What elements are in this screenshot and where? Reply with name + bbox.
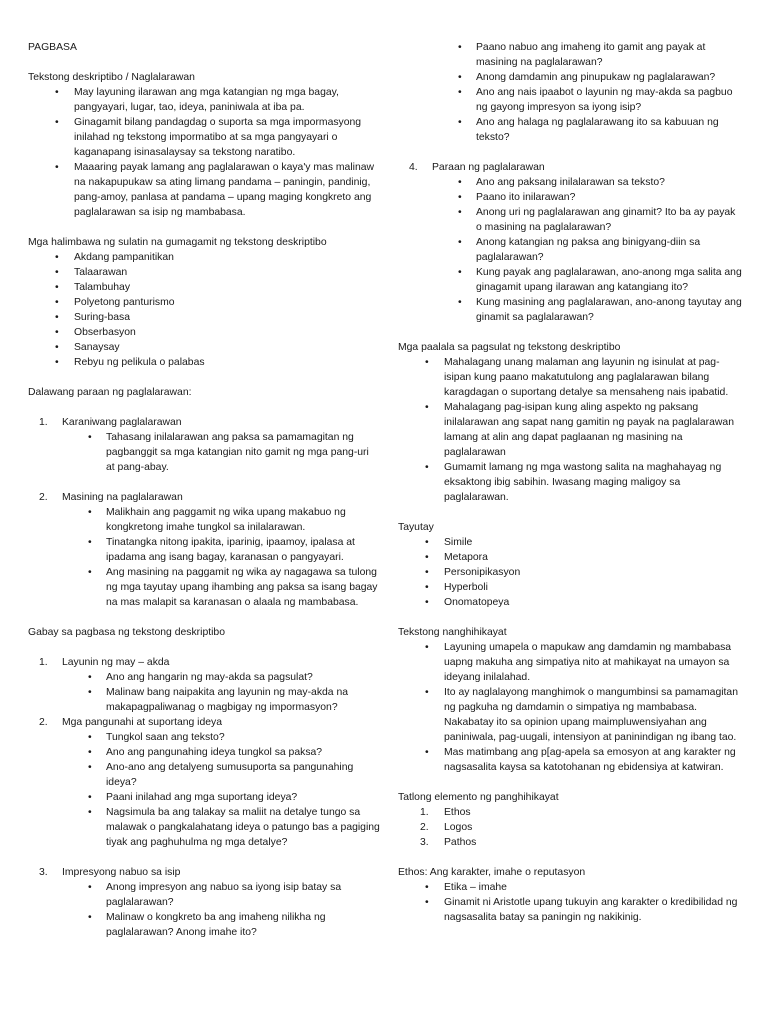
section-heading: Tayutay: [398, 522, 434, 533]
list-item: • Rebyu ng pelikula o palabas: [28, 355, 380, 370]
list-item: • Mahalagang pag-isipan kung aling aspekto ng paksang inilalarawan ang sapat nang gamitin ng payak na paglalarawan lamang at alin ang dapat paglaanan ng masining na paglalarawan: [398, 400, 743, 460]
bullet-list: [28, 430, 380, 475]
list-item: • Paani inilahad ang mga suportang ideya?: [28, 790, 380, 805]
numbered-list: [398, 805, 743, 850]
bullet-list: [28, 730, 380, 850]
bullet-list: [398, 880, 743, 925]
list-item: • Malinaw o kongkreto ba ang imaheng nilikha ng paglalarawan? Anong imahe ito?: [28, 910, 380, 940]
list-item: • Ano-ano ang detalyeng sumusuporta sa pangunahing ideya?: [28, 760, 380, 790]
right-column: [398, 40, 743, 925]
list-item: • Ano ang nais ipaabot o layunin ng may-akda sa pagbuo ng gayong impresyon sa iyong isip?: [398, 85, 743, 115]
list-item: • Obserbasyon: [28, 325, 380, 340]
bullet-list: [398, 640, 743, 775]
list-item: • Mas matimbang ang p[ag-apela sa emosyon at ang karakter ng nagsasalita kaysa sa katotohanan ng ebidensiya at katwiran.: [398, 745, 743, 775]
list-item: • Ano ang pangunahing ideya tungkol sa paksa?: [28, 745, 380, 760]
item-text: Pathos: [444, 837, 477, 848]
list-item: • Metapora: [398, 550, 743, 565]
item-number: 1.: [39, 417, 48, 428]
list-item: • Anong uri ng paglalarawan ang ginamit? Ito ba ay payak o masining na paglalarawan?: [398, 205, 743, 235]
list-item: [398, 820, 743, 835]
list-item: • Paano ito inilarawan?: [398, 190, 743, 205]
left-column: [28, 40, 380, 940]
list-item: • May layuning ilarawan ang mga katangian ng mga bagay, pangyayari, lugar, tao, ideya, paniniwala at iba pa.: [28, 85, 380, 115]
list-item: • Personipikasyon: [398, 565, 743, 580]
bullet-list: [398, 355, 743, 505]
list-item: • Kung payak ang paglalarawan, ano-anong mga salita ang ginagamit upang ilarawan ang katangiang ito?: [398, 265, 743, 295]
list-item: • Ano ang hangarin ng may-akda sa pagsulat?: [28, 670, 380, 685]
list-item: • Layuning umapela o mapukaw ang damdamin ng mambabasa uapng makuha ang simpatiya nito at mahikayat na umayon sa ideyang inilalahad.: [398, 640, 743, 685]
list-item: • Tahasang inilalarawan ang paksa sa pamamagitan ng pagbanggit sa mga katangian nito gamit ng mga pang-uri at pang-abay.: [28, 430, 380, 475]
section-heading: Ethos: Ang karakter, imahe o reputasyon: [398, 867, 586, 878]
item-text: Ethos: [444, 807, 471, 818]
list-item: • Suring-basa: [28, 310, 380, 325]
bullet-list: [398, 175, 743, 325]
item-number: 3.: [39, 867, 48, 878]
list-item: • Ang masining na paggamit ng wika ay nagagawa sa tulong ng mga tayutay upang ihambing ang paksa sa isang bagay na mas malapit sa karanasan o alaala ng mambabasa.: [28, 565, 380, 610]
list-item: • Malinaw bang naipakita ang layunin ng may-akda na makapagpaliwanag o magbigay ng impormasyon?: [28, 685, 380, 715]
bullet-list: [28, 250, 380, 370]
list-item: • Hyperboli: [398, 580, 743, 595]
item-number: 1.: [420, 807, 429, 818]
section-heading: Mga paalala sa pagsulat ng tekstong deskriptibo: [398, 342, 621, 353]
list-item: • Anong katangian ng paksa ang binigyang-diin sa paglalarawan?: [398, 235, 743, 265]
list-item: • Akdang pampanitikan: [28, 250, 380, 265]
list-item: [398, 835, 743, 850]
list-item: • Ano ang paksang inilalarawan sa teksto?: [398, 175, 743, 190]
list-item: • Maaaring payak lamang ang paglalarawan o kaya'y mas malinaw na nakapupukaw sa ating limang pandama – paningin, pandinig, pang-amoy, panlasa at pandama – upang maging kongkreto ang paglalarawan sa isip ng mambabasa.: [28, 160, 380, 220]
numbered-title: Impresyong nabuo sa isip: [62, 867, 181, 878]
bullet-list: [398, 535, 743, 610]
list-item: • Ano ang halaga ng paglalarawang ito sa kabuuan ng teksto?: [398, 115, 743, 145]
numbered-title: Layunin ng may – akda: [62, 657, 170, 668]
numbered-heading: [28, 865, 380, 880]
bullet-list: [28, 880, 380, 940]
list-item: • Anong impresyon ang nabuo sa iyong isip batay sa paglalarawan?: [28, 880, 380, 910]
list-item: • Nagsimula ba ang talakay sa maliit na detalye tungo sa malawak o pangkalahatang ideya o patungo bas a pagiging tiyak ang paghuhulma ng mga detalye?: [28, 805, 380, 850]
item-number: 4.: [409, 162, 418, 173]
bullet-list: [398, 40, 743, 145]
list-item: • Talambuhay: [28, 280, 380, 295]
list-item: • Sanaysay: [28, 340, 380, 355]
list-item: • Tungkol saan ang teksto?: [28, 730, 380, 745]
list-item: • Talaarawan: [28, 265, 380, 280]
bullet-list: [28, 670, 380, 715]
doc-title: PAGBASA: [28, 42, 77, 53]
list-item: • Paano nabuo ang imaheng ito gamit ang payak at masining na paglalarawan?: [398, 40, 743, 70]
item-number: 1.: [39, 657, 48, 668]
section-heading: Gabay sa pagbasa ng tekstong deskriptibo: [28, 627, 225, 638]
list-item: • Etika – imahe: [398, 880, 743, 895]
list-item: • Malikhain ang paggamit ng wika upang makabuo ng kongkretong imahe tungkol sa inilalarawan.: [28, 505, 380, 535]
numbered-title: Karaniwang paglalarawan: [62, 417, 182, 428]
numbered-heading: [28, 655, 380, 670]
list-item: [398, 805, 743, 820]
item-number: 2.: [39, 717, 48, 728]
item-number: 2.: [39, 492, 48, 503]
list-item: • Ginagamit bilang pandagdag o suporta sa mga impormasyong inilahad ng tekstong impormatibo at sa mga pangyayari o kaganapang isinasalaysay sa tekstong naratibo.: [28, 115, 380, 160]
numbered-heading: [398, 160, 743, 175]
bullet-list: [28, 85, 380, 220]
list-item: • Tinatangka nitong ipakita, iparinig, ipaamoy, ipalasa at ipadama ang isang bagay, karanasan o pangyayari.: [28, 535, 380, 565]
numbered-title: Mga pangunahi at suportang ideya: [62, 717, 223, 728]
item-number: 3.: [420, 837, 429, 848]
numbered-title: Paraan ng paglalarawan: [432, 162, 545, 173]
list-item: • Ito ay naglalayong manghimok o mangumbinsi sa pamamagitan ng pagkuha ng damdamin o simpatiya ng mambabasa. Nakabatay ito sa opinion upang maimpluwensiyahan ang paniniwala, pag-uugali, intensiyon at paninindigan ng ibang tao.: [398, 685, 743, 745]
list-item: • Simile: [398, 535, 743, 550]
list-item: • Mahalagang unang malaman ang layunin ng isinulat at pag-isipan kung paano makatutulong ang paglalarawan bilang karagdagan o suportang detalye sa mensaheng nais ipabatid.: [398, 355, 743, 400]
list-item: • Ginamit ni Aristotle upang tukuyin ang karakter o kredibilidad ng nagsasalita batay sa paningin ng nakikinig.: [398, 895, 743, 925]
section-heading: Tatlong elemento ng panghihikayat: [398, 792, 559, 803]
list-item: • Anong damdamin ang pinupukaw ng paglalarawan?: [398, 70, 743, 85]
numbered-heading: [28, 715, 380, 730]
numbered-title: Masining na paglalarawan: [62, 492, 183, 503]
section-heading: Tekstong nanghihikayat: [398, 627, 507, 638]
list-item: • Kung masining ang paglalarawan, ano-anong tayutay ang ginamit sa paglalarawan?: [398, 295, 743, 325]
item-number: 2.: [420, 822, 429, 833]
list-item: • Polyetong panturismo: [28, 295, 380, 310]
list-item: • Onomatopeya: [398, 595, 743, 610]
bullet-list: [28, 505, 380, 610]
section-heading: Mga halimbawa ng sulatin na gumagamit ng tekstong deskriptibo: [28, 237, 327, 248]
section-heading: Dalawang paraan ng paglalarawan:: [28, 387, 192, 398]
numbered-heading: [28, 490, 380, 505]
item-text: Logos: [444, 822, 473, 833]
section-heading: Tekstong deskriptibo / Naglalarawan: [28, 72, 195, 83]
numbered-heading: [28, 415, 380, 430]
list-item: • Gumamit lamang ng mga wastong salita na maghahayag ng eksaktong ibig sabihin. Iwasang maging maligoy sa paglalarawan.: [398, 460, 743, 505]
